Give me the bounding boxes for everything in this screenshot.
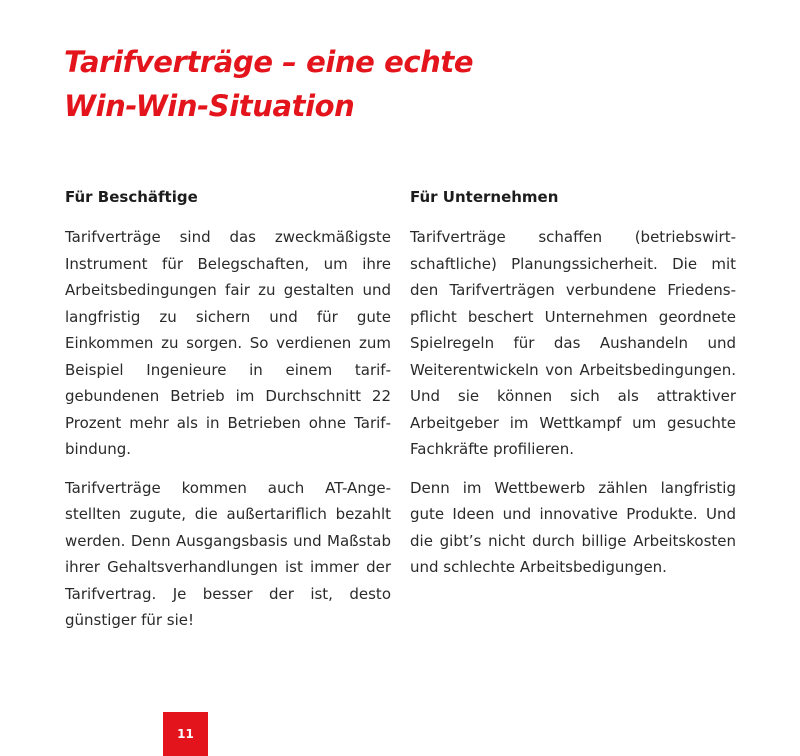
column-companies-paragraph-1: Tarifverträge schaffen (betriebswirtschaftliche) Planungssicherheit. Die mit den Tarifverträgen verbundene Friedenspflicht beschert Unternehmen geordnete Spielregeln für das Aushandeln und Weiterentwickeln von Arbeitsbedingungen. Und sie können sich als attraktiver Arbeitgeber im Wettkampf um gesuchte Fachkräfte profilieren. — [410, 228, 736, 458]
column-employees-paragraph-1: Tarifverträge sind das zweckmäßigste Instrument für Belegschaften, um ihre Arbeitsbedingungen fair zu gestalten und langfristig zu sichern und für gute Einkommen zu sorgen. So verdienen zum Beispiel Ingenieure in einem tarifgebundenen Betrieb im Durchschnitt 22 Prozent mehr als in Betrieben ohne Tarifbindung. — [65, 228, 391, 458]
column-companies — [410, 184, 736, 593]
column-employees — [65, 184, 391, 646]
column-companies-paragraph-2: Denn im Wettbewerb zählen langfristig gute Ideen und innovative Produkte. Und die gibt’s nicht durch billige Arbeitskosten und schlechte Arbeitsbedigungen. — [410, 478, 736, 576]
page-title — [64, 40, 473, 128]
page-title-line-1: Tarifverträge – eine echte — [64, 45, 474, 79]
page-number-badge — [163, 712, 208, 756]
page-number: 11 — [177, 727, 194, 741]
column-companies-heading: Für Unternehmen — [410, 188, 559, 206]
column-employees-heading: Für Beschäftige — [65, 188, 198, 206]
column-employees-paragraph-2: Tarifverträge kommen auch AT-Angestellten zugute, die außertariflich bezahlt werden. Denn Ausgangsbasis und Maßstab ihrer Gehaltsverhandlungen ist immer der Tarifvertrag. Je besser der ist, desto günstiger für sie! — [65, 478, 391, 629]
page-title-line-2: Win-Win-Situation — [64, 89, 355, 123]
